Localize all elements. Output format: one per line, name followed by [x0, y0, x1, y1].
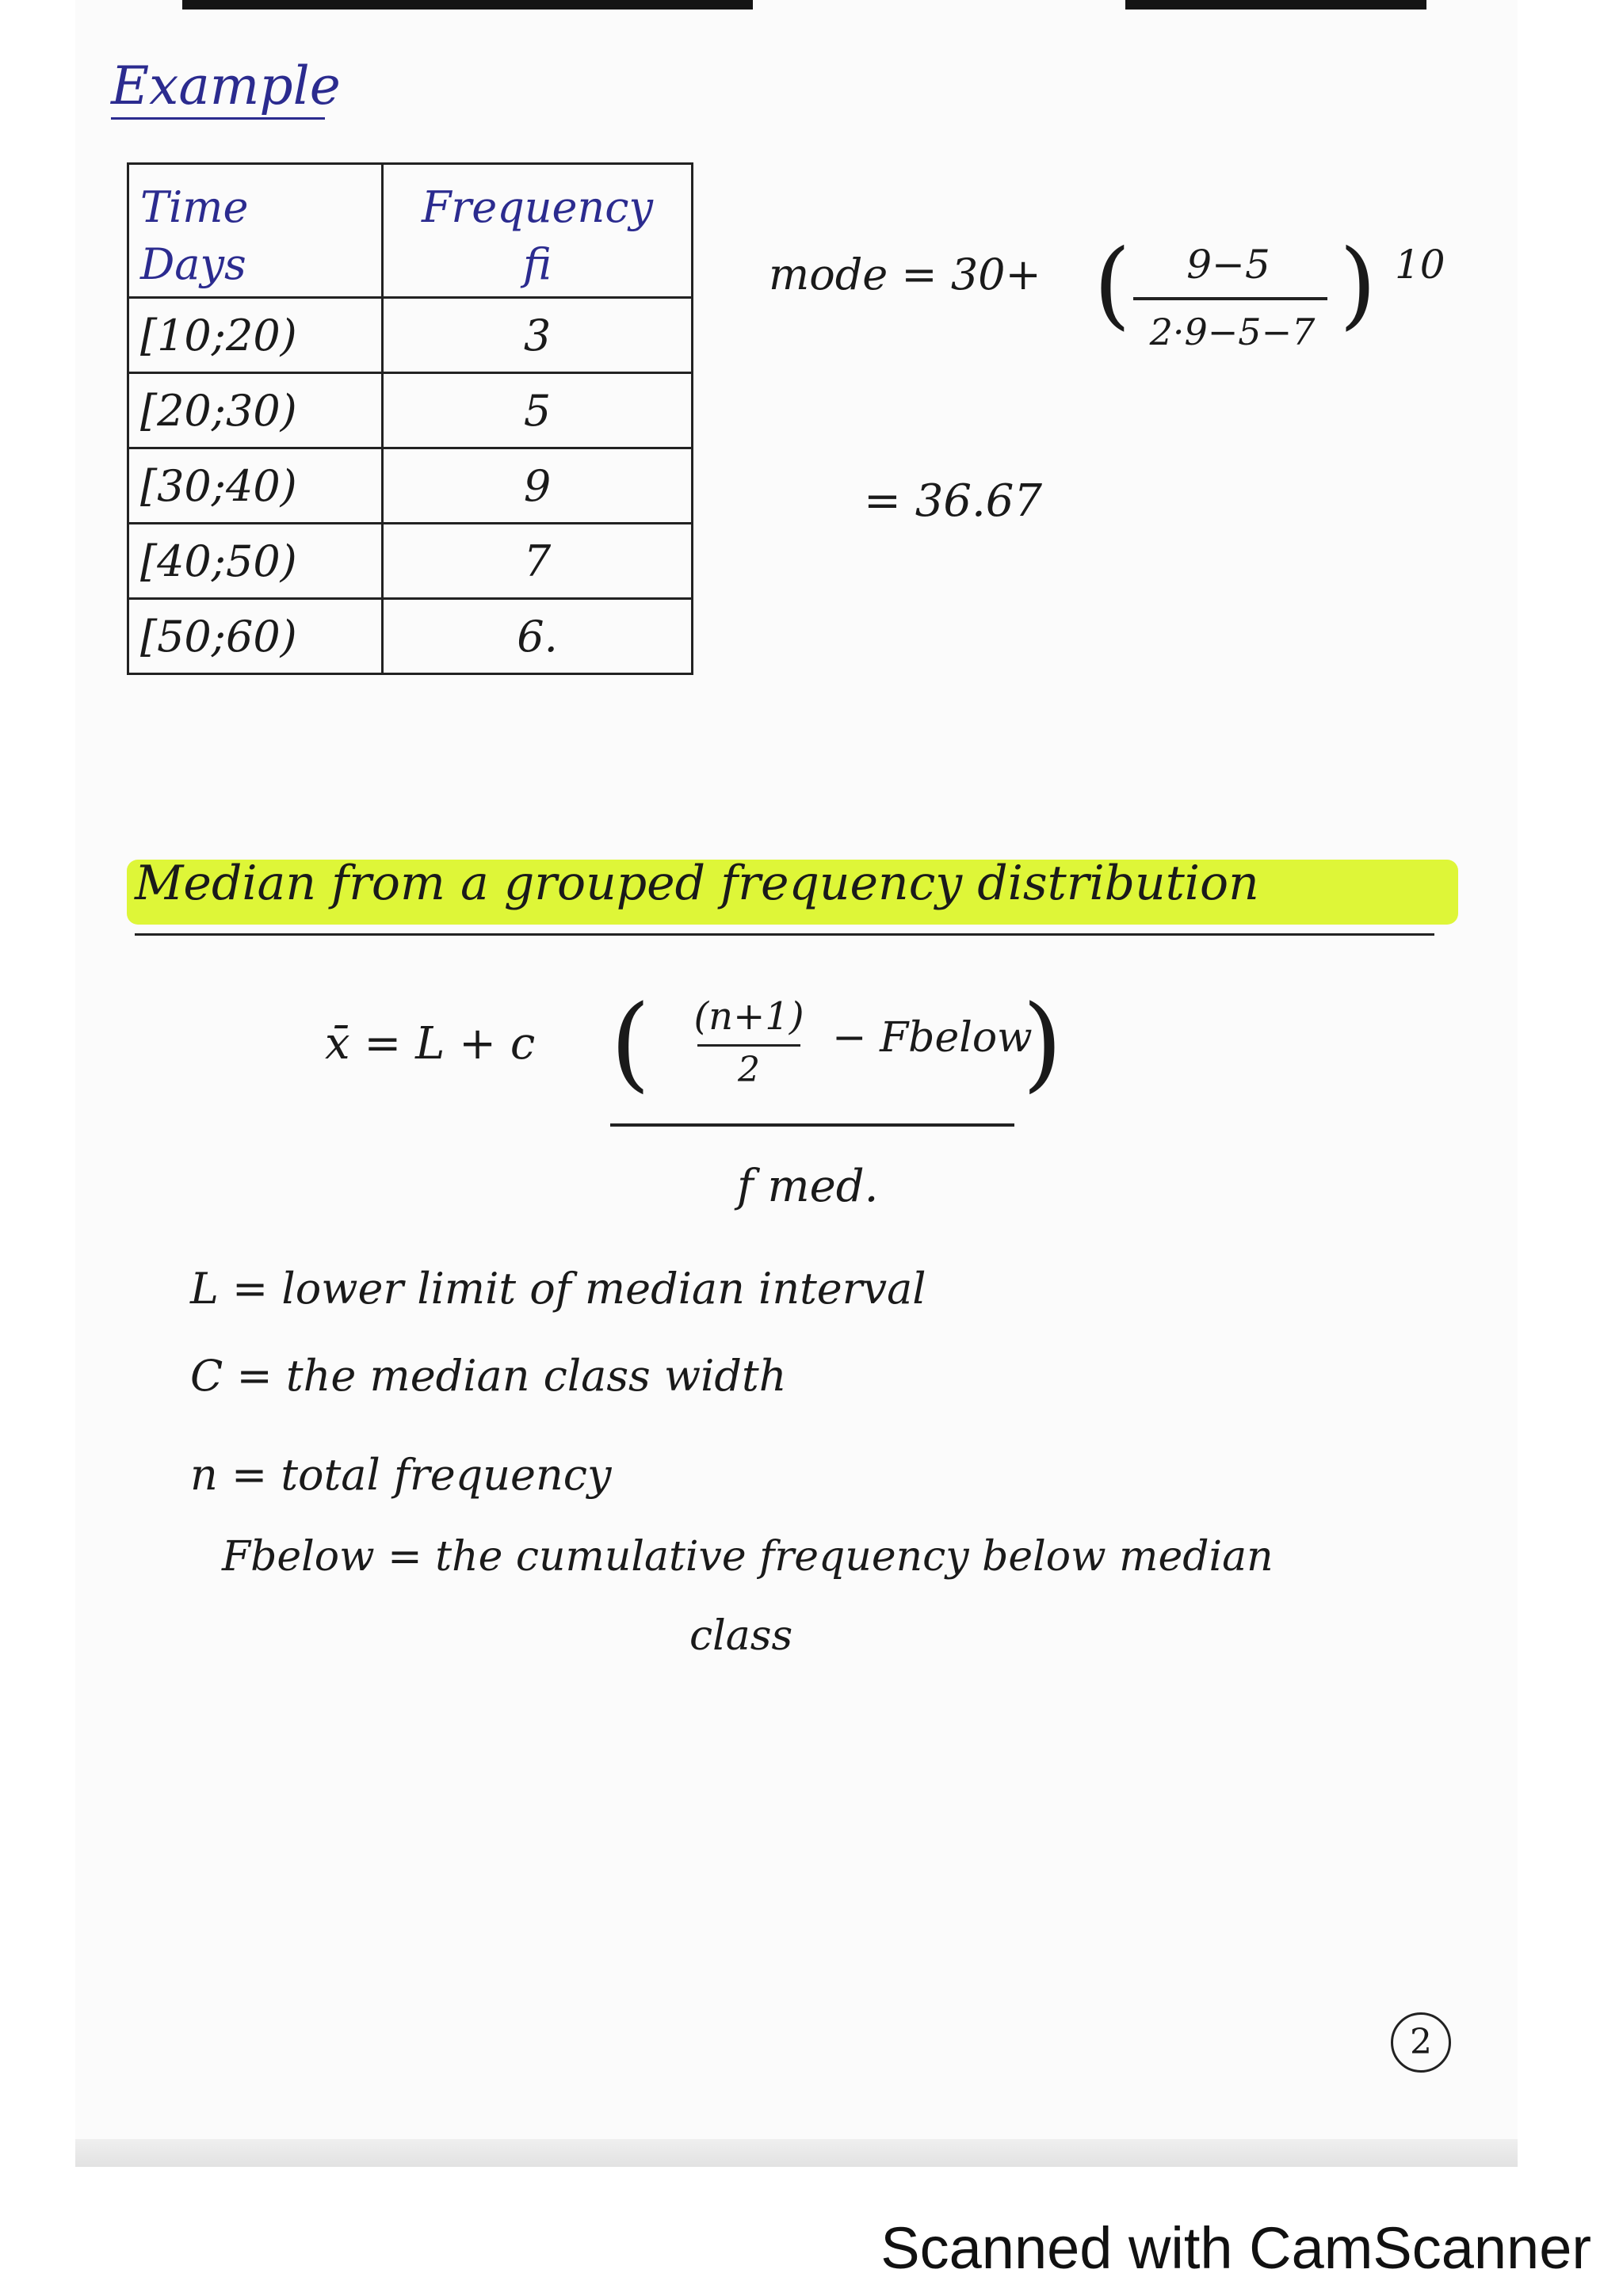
- heading-underline: [111, 117, 325, 120]
- median-open-paren: (: [610, 982, 651, 1103]
- median-denominator: f med.: [737, 1161, 879, 1212]
- frequency-cell: 6.: [383, 599, 693, 674]
- frequency-cell: 9: [383, 448, 693, 524]
- definition-Fbelow-continued: class: [689, 1612, 793, 1660]
- table-row: [128, 524, 693, 599]
- median-formula-lhs: x̄ = L + c: [325, 1018, 536, 1070]
- camscanner-footer: Scanned with CamScanner: [880, 2215, 1591, 2281]
- interval-cell: [20;30): [128, 373, 383, 448]
- mode-open-paren: (: [1094, 230, 1131, 340]
- table-row: [128, 373, 693, 448]
- table-row: [128, 599, 693, 674]
- mode-fraction-bar: [1133, 297, 1327, 300]
- frequency-table: [127, 162, 693, 675]
- median-close-paren: ): [1022, 982, 1063, 1103]
- title-underline: [135, 933, 1434, 936]
- table-row: [128, 298, 693, 373]
- definition-n: n = total frequency: [190, 1450, 612, 1500]
- frequency-cell: 7: [383, 524, 693, 599]
- mode-numerator: 9−5: [1186, 242, 1270, 288]
- median-f-below: − Fbelow: [832, 1014, 1033, 1062]
- median-main-fraction-bar: [610, 1123, 1014, 1127]
- table-header-row: [128, 164, 693, 298]
- median-title: Median from a grouped frequency distribution: [135, 856, 1259, 911]
- mode-close-paren: ): [1339, 230, 1377, 340]
- header-time-days: [128, 164, 383, 298]
- mode-prefix: mode = 30+: [769, 250, 1041, 299]
- interval-cell: [40;50): [128, 524, 383, 599]
- header-time: Time: [140, 182, 249, 232]
- interval-cell: [30;40): [128, 448, 383, 524]
- interval-cell: [10;20): [128, 298, 383, 373]
- median-inner-fraction-bar: [697, 1044, 800, 1047]
- top-edge-shadow: [182, 0, 753, 10]
- header-fi: fi: [522, 239, 552, 289]
- page-bottom-edge: [75, 2139, 1518, 2167]
- top-edge-shadow-right: [1125, 0, 1426, 10]
- mode-multiplier: 10: [1395, 242, 1445, 288]
- frequency-cell: 3: [383, 298, 693, 373]
- page-number: 2: [1391, 2012, 1451, 2073]
- definition-C: C = the median class width: [190, 1351, 787, 1401]
- median-n-plus-1: (n+1): [693, 994, 804, 1039]
- header-frequency: [383, 164, 693, 298]
- table-row: [128, 448, 693, 524]
- median-n-plus-1-denominator: 2: [738, 1050, 760, 1090]
- header-days: Days: [140, 239, 246, 289]
- frequency-cell: 5: [383, 373, 693, 448]
- heading-example: Example: [111, 55, 341, 116]
- definition-Fbelow: Fbelow = the cumulative frequency below median: [222, 1533, 1274, 1581]
- header-frequency-label: Frequency: [421, 182, 654, 232]
- mode-result: = 36.67: [864, 475, 1043, 527]
- mode-denominator: 2·9−5−7: [1149, 311, 1316, 353]
- definition-L: L = lower limit of median interval: [190, 1264, 926, 1314]
- interval-cell: [50;60): [128, 599, 383, 674]
